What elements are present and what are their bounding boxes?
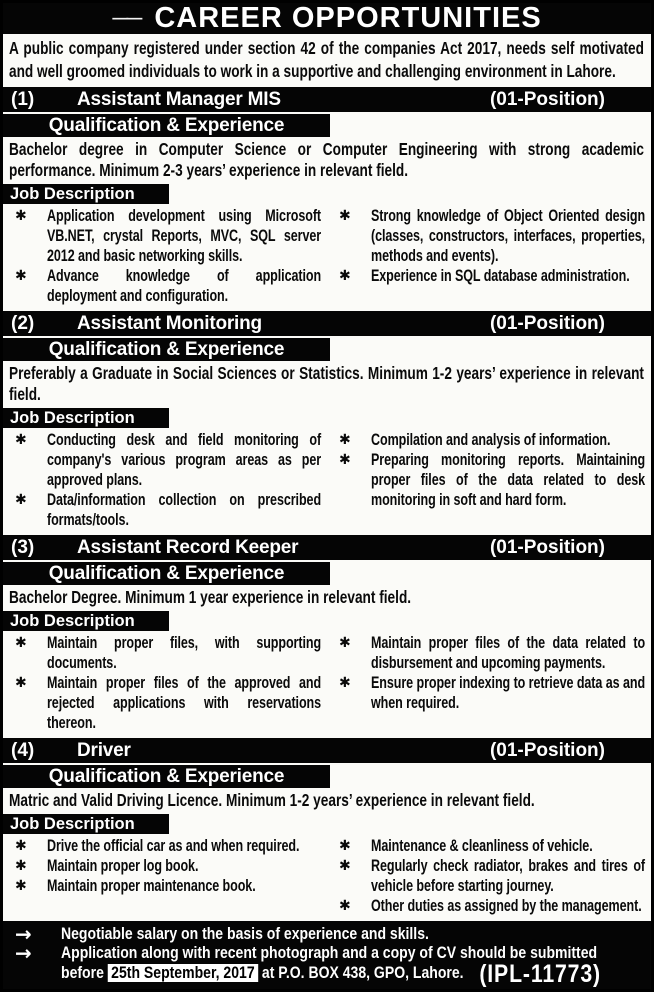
duty-text: Other duties as assigned by the management. [371,897,642,915]
asterisk-bullet-icon: ✱ [15,208,27,224]
position-count: (01-Position) [489,537,605,558]
duties-right-column [329,836,645,916]
qualification-text: Bachelor Degree. Minimum 1 year experience in relevant field. [9,587,412,607]
position-1-header [3,87,651,112]
qualification-text-wrap [3,586,651,609]
asterisk-bullet-icon: ✱ [339,898,351,914]
duties-left-column [5,633,321,733]
duty-text: Maintain proper files of the data related to disbursement and upcoming payments. [371,634,646,672]
duties-left-column [5,430,321,530]
asterisk-bullet-icon: ✱ [339,208,351,224]
job-description-heading: Job Description [3,408,169,428]
submission-text: Application along with recent photograph and a copy of CV should be submitted before [61,944,598,982]
duty-item [329,673,645,713]
ad-reference-number: (IPL-11773) [479,959,601,988]
duty-item [329,266,645,286]
duty-item [5,206,321,266]
title-dash: —— [112,10,141,27]
qualification-text-wrap [3,362,651,406]
position-number: (3) [11,537,35,558]
asterisk-bullet-icon: ✱ [15,432,27,448]
duty-item [5,430,321,490]
duty-text: Maintain proper files of the approved and rejected applications with reservations thereon. [47,674,322,732]
position-title: Assistant Record Keeper [77,537,299,558]
duty-text: Conducting desk and field monitoring of company's various program areas as per approved plans. [47,431,322,489]
duty-item [5,876,321,896]
duty-text: Experience in SQL database administration. [371,267,630,285]
duty-text: Maintain proper files, with supporting documents. [47,634,322,672]
duties-right-column [329,633,645,733]
job-description-heading: Job Description [3,611,169,631]
asterisk-bullet-icon: ✱ [15,838,27,854]
position-number: (1) [11,89,35,110]
qualification-heading: Qualification & Experience [3,562,330,585]
qualification-text: Preferably a Graduate in Social Sciences or Statistics. Minimum 1-2 years’ experience in relevant field. [9,363,644,404]
duty-item [329,836,645,856]
duty-text: Preparing monitoring reports. Maintaining proper files of the data related to desk monitoring in soft and hard form. [371,451,646,509]
job-description-heading: Job Description [3,184,169,204]
qualification-text-wrap [3,138,651,182]
duty-text: Application development using Microsoft VB.NET, crystal Reports, MVC, SQL server 2012 and basic networking skills. [47,207,322,265]
qualification-text-wrap [3,789,651,812]
asterisk-bullet-icon: ✱ [339,452,351,468]
duties-right-column [329,206,645,306]
position-number: (4) [11,740,35,761]
duty-text: Regularly check radiator, brakes and tires of vehicle before starting journey. [371,857,646,895]
position-3-header [3,535,651,560]
asterisk-bullet-icon: ✱ [15,492,27,508]
position-count: (01-Position) [489,89,605,110]
duties-columns [3,836,651,919]
asterisk-bullet-icon: ✱ [15,268,27,284]
arrow-icon: → [15,921,32,946]
address-text: at P.O. BOX 438, GPO, Lahore. [261,963,464,982]
duties-left-column [5,206,321,306]
duty-item [329,633,645,673]
duties-columns [3,206,651,309]
duty-item [329,206,645,266]
asterisk-bullet-icon: ✱ [339,268,351,284]
position-title: Driver [77,740,131,761]
asterisk-bullet-icon: ✱ [339,635,351,651]
duty-text: Compilation and analysis of information. [371,431,611,449]
duty-item [5,633,321,673]
qualification-heading: Qualification & Experience [3,338,330,361]
position-number: (2) [11,313,35,334]
duty-text: Maintenance & cleanliness of vehicle. [371,837,593,855]
position-count: (01-Position) [489,740,605,761]
duty-text: Strong knowledge of Object Oriented design (classes, constructors, interfaces, properties, methods and events). [371,207,646,265]
asterisk-bullet-icon: ✱ [339,858,351,874]
duty-text: Ensure proper indexing to retrieve data as and when required. [371,674,646,712]
qualification-text: Matric and Valid Driving Licence. Minimum 1-2 years’ experience in relevant field. [9,790,535,810]
position-title: Assistant Monitoring [77,313,262,334]
duty-text: Maintain proper maintenance book. [47,877,256,895]
duties-right-column [329,430,645,530]
footer-note-1-text: Negotiable salary on the basis of experience and skills. [61,924,429,943]
intro-paragraph: A public company registered under section 42 of the companies Act 2017, needs self motivated and well groomed individuals to work in a supportive and challenging environment in Lahore. [9,38,644,81]
asterisk-bullet-icon: ✱ [15,635,27,651]
duty-text: Advance knowledge of application deployment and configuration. [47,267,322,305]
position-title: Assistant Manager MIS [77,89,281,110]
intro-paragraph-wrap [3,34,651,85]
qualification-heading: Qualification & Experience [3,114,330,137]
duties-left-column [5,836,321,916]
duty-item [5,673,321,733]
asterisk-bullet-icon: ✱ [339,838,351,854]
duty-item [329,896,645,916]
asterisk-bullet-icon: ✱ [339,432,351,448]
footer-notes [3,921,651,990]
ad-title-bar [3,3,651,34]
ad-title: CAREER OPPORTUNITIES [154,2,542,34]
duty-text: Drive the official car as and when required. [47,837,300,855]
duty-item [5,266,321,306]
duty-item [5,490,321,530]
position-count: (01-Position) [489,313,605,334]
footer-note-1 [7,921,643,946]
duty-text: Data/information collection on prescribed formats/tools. [47,491,322,529]
duty-item [5,836,321,856]
job-description-heading: Job Description [3,814,169,834]
position-2-header [3,311,651,336]
asterisk-bullet-icon: ✱ [15,858,27,874]
duty-item [329,430,645,450]
duty-item [5,856,321,876]
duty-item [329,856,645,896]
duty-item [329,450,645,510]
arrow-icon: → [15,941,32,965]
footer-note-2-text [61,944,643,988]
asterisk-bullet-icon: ✱ [15,675,27,691]
position-4-header [3,738,651,763]
deadline-date: 25th September, 2017 [108,964,258,982]
asterisk-bullet-icon: ✱ [15,878,27,894]
asterisk-bullet-icon: ✱ [339,675,351,691]
duty-text: Maintain proper log book. [47,857,199,875]
qualification-text: Bachelor degree in Computer Science or Computer Engineering with strong academic performance. Minimum 2-3 years’ experience in relevant field. [9,139,644,180]
footer-note-2 [7,941,643,988]
qualification-heading: Qualification & Experience [3,765,330,788]
duties-columns [3,633,651,736]
duties-columns [3,430,651,533]
